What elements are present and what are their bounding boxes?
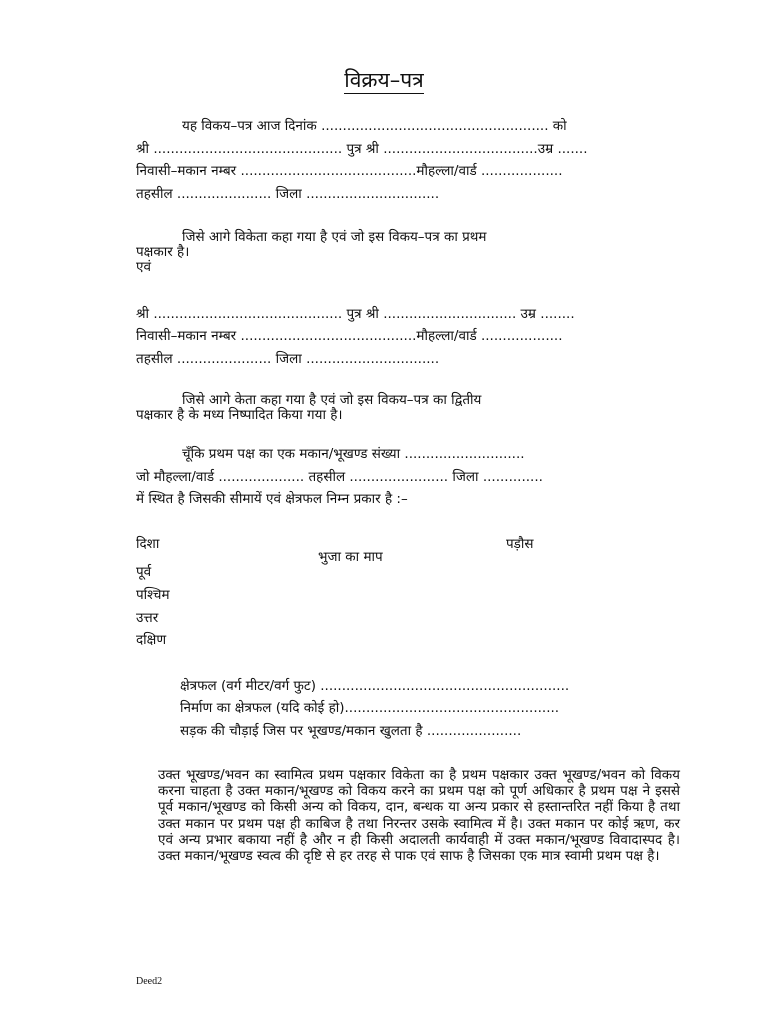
construction-area-line: निर्माण का क्षेत्रफल (यदि कोई हो).................................................. — [180, 700, 560, 716]
seller-name-line: श्री ............................................ पुत्र श्री ....................................उम्र ....... — [136, 141, 588, 157]
direction-north: उत्तर — [136, 610, 159, 626]
seller-tehsil-line: तहसील ...................... जिला ............................... — [136, 186, 440, 202]
intro-line-date: यह विकय–पत्र आज दिनांक ..................................................... को — [182, 118, 567, 134]
and-text: एवं — [136, 259, 151, 275]
document-title — [0, 66, 768, 94]
property-location-line: जो मौहल्ला/वार्ड .................... तहसील ....................... जिला .............. — [136, 469, 543, 485]
buyer-address-line: निवासी–मकान नम्बर .........................................मौहल्ला/वार्ड ................... — [136, 328, 563, 344]
direction-south: दक्षिण — [136, 632, 167, 648]
buyer-note-line2: पक्षकार है के मध्य निष्पादित किया गया है। — [136, 407, 343, 423]
buyer-note-line1: जिसे आगे केता कहा गया है एवं जो इस विकय–पत्र का द्वितीय — [182, 392, 482, 408]
seller-note-line1: जिसे आगे विकेता कहा गया है एवं जो इस विकय–पत्र का प्रथम — [182, 229, 487, 245]
ownership-paragraph: उक्त भूखण्ड/भवन का स्वामित्व प्रथम पक्षकार विकेता का है प्रथम पक्षकार उक्त भूखण्ड/भवन को विकय करना चाहता है उक्त मकान/भूखण्ड को विकय करने का प्रथम पक्ष को पूर्ण अधिकार है प्रथम पक्ष ने इससे पूर्व मकान/भूखण्ड को किसी अन्य को विकय, दान, बन्धक या अन्य प्रकार से हस्तान्तरित नहीं किया है तथा उक्त मकान पर प्रथम पक्ष ही काबिज है तथा निरन्तर उसके स्वामित्व में है। उक्त मकान पर कोई ऋण, कर एवं अन्य प्रभार बकाया नहीं है और न ही किसी अदालती कार्यवाही में उक्त मकान/भूखण्ड विवादास्पद है। उक्त मकान/भूखण्ड स्वत्व की दृष्टि से हर तरह से पाक एवं साफ है जिसका एक मात्र स्वामी प्रथम पक्ष है। — [158, 767, 680, 865]
footer-label: Deed2 — [136, 976, 163, 987]
buyer-tehsil-line: तहसील ...................... जिला ............................... — [136, 351, 440, 367]
col-measure: भुजा का माप — [318, 549, 383, 565]
seller-address-line: निवासी–मकान नम्बर .........................................मौहल्ला/वार्ड ................... — [136, 163, 563, 179]
col-neighbour: पड़ौस — [506, 536, 534, 552]
direction-west: पश्चिम — [136, 587, 170, 603]
title-text: विक्रय–पत्र — [344, 68, 424, 92]
property-number-line: चूँकि प्रथम पक्ष का एक मकान/भूखण्ड संख्या ............................ — [182, 446, 525, 462]
road-width-line: सड़क की चौड़ाई जिस पर भूखण्ड/मकान खुलता है ...................... — [180, 723, 522, 739]
property-boundary-intro: में स्थित है जिसकी सीमायें एवं क्षेत्रफल निम्न प्रकार है :– — [136, 491, 408, 507]
seller-note-line2: पक्षकार है। — [136, 244, 190, 260]
col-direction: दिशा — [136, 536, 160, 552]
direction-east: पूर्व — [136, 564, 152, 580]
area-line: क्षेत्रफल (वर्ग मीटर/वर्ग फुट) .......................................................... — [180, 678, 570, 694]
buyer-name-line: श्री ............................................ पुत्र श्री ............................... उम्र ........ — [136, 306, 575, 322]
